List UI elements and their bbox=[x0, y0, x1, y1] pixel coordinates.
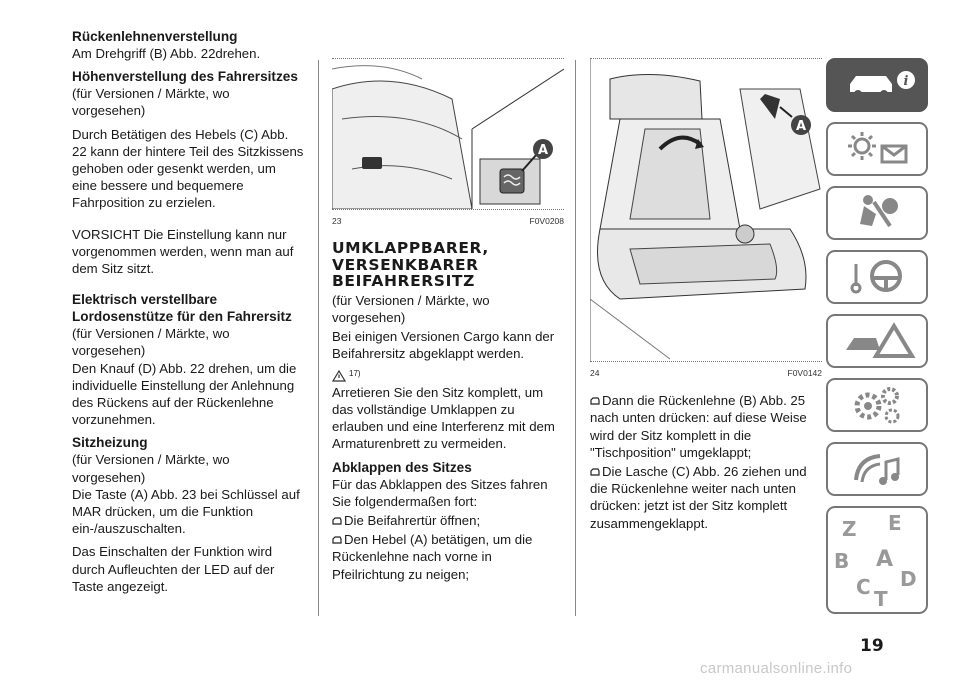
list-item: Dann die Rückenlehne (B) Abb. 25 nach unten drücken: auf diese Weise wird der Sitz komplett in die "Tischposition" umgeklappt; bbox=[590, 393, 807, 460]
figure-caption bbox=[332, 213, 564, 230]
steering-key-icon bbox=[828, 252, 926, 302]
column-3 bbox=[590, 58, 822, 538]
column-1 bbox=[72, 28, 304, 601]
figure-24-passenger-seat bbox=[590, 58, 822, 362]
airbag-safety-icon bbox=[828, 188, 926, 238]
car-bullet-icon bbox=[590, 467, 600, 477]
warning-ref-number: 17) bbox=[349, 368, 361, 378]
list-item: Die Beifahrertür öffnen; bbox=[332, 512, 564, 529]
watermark: carmanualsonline.info bbox=[700, 660, 853, 677]
warning-lights-icon bbox=[828, 124, 926, 174]
tab-multimedia[interactable] bbox=[826, 442, 928, 496]
column-2 bbox=[332, 58, 564, 589]
seat-illustration bbox=[332, 59, 564, 209]
figure-number: 23 bbox=[332, 216, 342, 226]
tab-warning-lights[interactable] bbox=[826, 122, 928, 176]
paragraph-caution: VORSICHT Die Einstellung kann nur vorgenommen werden, wenn man auf dem Sitz sitzt. bbox=[72, 226, 294, 277]
page-number: 19 bbox=[860, 636, 884, 656]
list-item: Die Lasche (C) Abb. 26 ziehen und die Rückenlehne weiter nach unten drücken: jetzt ist der Sitz komplett zusammengeklappt. bbox=[590, 464, 807, 531]
warning-triangle-icon bbox=[332, 370, 346, 382]
tab-emergency[interactable] bbox=[826, 314, 928, 368]
svg-text:T: T bbox=[874, 587, 888, 611]
paragraph: Bei einigen Versionen Cargo kann der Beifahrersitz abgeklappt werden. bbox=[332, 329, 555, 362]
column-divider bbox=[575, 60, 576, 616]
tab-maintenance[interactable] bbox=[826, 378, 928, 432]
heading-height-adjustment: Höhenverstellung des Fahrersitzes bbox=[72, 69, 298, 85]
svg-text:D: D bbox=[900, 567, 917, 591]
figure-number: 24 bbox=[590, 368, 600, 378]
svg-text:Z: Z bbox=[842, 517, 857, 541]
figure-23-seat-heating-button bbox=[332, 58, 564, 210]
svg-text:A: A bbox=[876, 547, 894, 572]
figure-code: F0V0208 bbox=[529, 216, 564, 226]
seat-illustration bbox=[590, 59, 822, 361]
car-bullet-icon bbox=[332, 516, 342, 526]
maintenance-gears-icon bbox=[828, 380, 926, 430]
tab-car-info[interactable] bbox=[826, 58, 928, 112]
paragraph: Den Knauf (D) Abb. 22 drehen, um die individuelle Einstellung der Anlehnung des Rückens auf der Rückenlehne vorzunehmen. bbox=[72, 360, 297, 428]
paragraph: (für Versionen / Märkte, wo vorgesehen) bbox=[72, 86, 230, 119]
tab-index[interactable] bbox=[826, 506, 928, 614]
figure-label-a: A bbox=[537, 143, 549, 158]
heading-backrest-adjustment: Rückenlehnenverstellung bbox=[72, 29, 238, 44]
paragraph: Das Einschalten der Funktion wird durch Aufleuchten der LED auf der Taste angezeigt. bbox=[72, 544, 275, 594]
paragraph: (für Versionen / Märkte, wo vorgesehen) bbox=[72, 452, 230, 485]
heading-lumbar-support: Elektrisch verstellbare Lordosenstütze für den Fahrersitz bbox=[72, 292, 292, 325]
paragraph: Für das Abklappen des Sitzes fahren Sie folgendermaßen fort: bbox=[332, 476, 548, 509]
index-letters-icon bbox=[828, 508, 926, 612]
tab-safety[interactable] bbox=[826, 186, 928, 240]
svg-text:E: E bbox=[888, 511, 902, 535]
car-info-icon bbox=[828, 60, 926, 110]
list-item: Den Hebel (A) betätigen, um die Rückenlehne nach vorne in Pfeilrichtung zu neigen; bbox=[332, 532, 533, 582]
figure-caption bbox=[590, 365, 822, 382]
column-divider bbox=[318, 60, 319, 616]
warning-reference bbox=[332, 365, 564, 382]
section-heading-folding-seat: UMKLAPPBARER, VERSENKBARER BEIFAHRERSITZ bbox=[332, 239, 489, 291]
heading-seat-heating: Sitzheizung bbox=[72, 435, 148, 451]
svg-text:i: i bbox=[903, 74, 909, 89]
paragraph: Arretieren Sie den Sitz komplett, um das vollständige Umklappen zu erlauben und eine Interferenz mit dem Armaturenbrett zu vermeiden. bbox=[332, 384, 555, 452]
emergency-triangle-icon bbox=[828, 316, 926, 366]
tab-starting-driving[interactable] bbox=[826, 250, 928, 304]
paragraph: Die Taste (A) Abb. 23 bei Schlüssel auf MAR drücken, um die Funktion ein-/auszuschalten. bbox=[72, 486, 300, 537]
figure-code: F0V0142 bbox=[787, 368, 822, 378]
paragraph: (für Versionen / Märkte, wo vorgesehen) bbox=[332, 292, 490, 325]
paragraph: Durch Betätigen des Hebels (C) Abb. 22 kann der hintere Teil des Sitzkissens gehoben oder gesenkt werden, um eine bessere und bequemere Fahrposition zu erzielen. bbox=[72, 126, 304, 211]
figure-label-a: A bbox=[795, 119, 807, 134]
paragraph: Am Drehgriff (B) Abb. 22drehen. bbox=[72, 46, 261, 61]
car-bullet-icon bbox=[332, 535, 342, 545]
paragraph: (für Versionen / Märkte, wo vorgesehen) bbox=[72, 326, 230, 359]
car-bullet-icon bbox=[590, 396, 600, 406]
multimedia-icon bbox=[828, 444, 926, 494]
heading-folding-seat: Abklappen des Sitzes bbox=[332, 459, 472, 475]
svg-text:B: B bbox=[834, 549, 850, 573]
svg-text:C: C bbox=[856, 575, 871, 599]
